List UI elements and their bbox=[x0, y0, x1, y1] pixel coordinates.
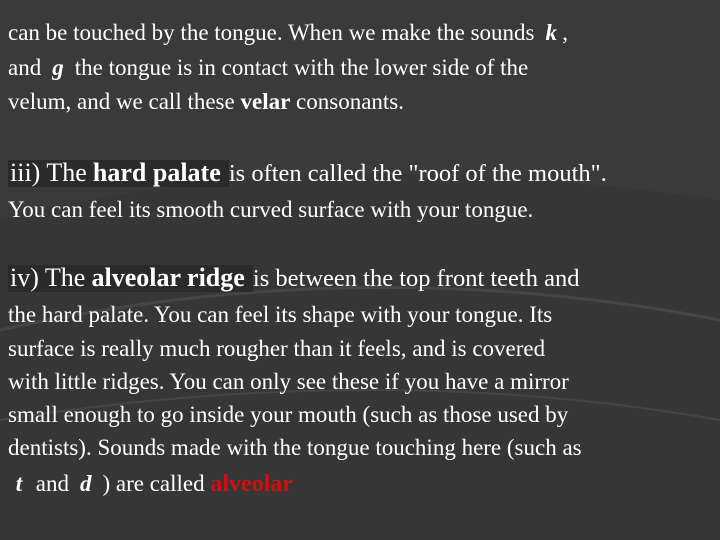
para1-line3 bbox=[8, 89, 404, 115]
para3-line7 bbox=[8, 471, 293, 498]
velar-g-symbol: g bbox=[52, 55, 64, 80]
para1-text: consonants. bbox=[296, 89, 405, 114]
para3-line1 bbox=[8, 263, 580, 293]
para2-text: is often called the "roof of the mouth". bbox=[228, 160, 607, 187]
para3-text: the hard palate. You can feel its shape with your tongue. Its bbox=[8, 302, 553, 327]
term-alveolar: alveolar bbox=[210, 471, 294, 497]
para3-text: and bbox=[35, 471, 69, 496]
para3-text: dentists). Sounds made with the tongue touching here (such as bbox=[8, 435, 582, 460]
para1-text: the tongue is in contact with the lower side of the bbox=[74, 55, 529, 80]
para3-line6 bbox=[8, 435, 582, 461]
para3-text: with little ridges. You can only see these if you have a mirror bbox=[8, 369, 569, 394]
para2-line1 bbox=[8, 158, 607, 188]
para3-prefix: iv) The bbox=[10, 263, 86, 292]
alveolar-d-symbol: d bbox=[79, 471, 92, 496]
para2-text: You can feel its smooth curved surface with your tongue. bbox=[8, 197, 534, 222]
para3-text: surface is really much rougher than it feels, and is covered bbox=[8, 336, 546, 361]
para1-line1 bbox=[8, 20, 568, 46]
para3-text: is between the top front teeth and bbox=[252, 265, 580, 292]
para1-text: can be touched by the tongue. When we make the sounds bbox=[8, 20, 535, 45]
alveolar-t-symbol: t bbox=[15, 471, 23, 496]
term-velar: velar bbox=[240, 89, 291, 114]
para3-text: ) are called bbox=[102, 471, 205, 496]
para1-text: and bbox=[8, 55, 42, 80]
para2-line2 bbox=[8, 197, 533, 223]
para3-line3 bbox=[8, 336, 545, 362]
para1-line2 bbox=[8, 55, 528, 81]
term-hard-palate: hard palate bbox=[92, 158, 221, 187]
para3-line4 bbox=[8, 369, 569, 395]
para3-highlight bbox=[8, 265, 253, 292]
para3-line5 bbox=[8, 402, 568, 428]
velar-k-symbol: k bbox=[545, 20, 558, 45]
para2-prefix: iii) The bbox=[10, 158, 87, 187]
para1-comma: , bbox=[562, 20, 569, 45]
para3-line2 bbox=[8, 302, 552, 328]
para1-text: velum, and we call these bbox=[8, 89, 235, 114]
para2-highlight bbox=[8, 160, 229, 187]
term-alveolar-ridge: alveolar ridge bbox=[91, 263, 245, 292]
para3-text: small enough to go inside your mouth (such as those used by bbox=[8, 402, 569, 427]
